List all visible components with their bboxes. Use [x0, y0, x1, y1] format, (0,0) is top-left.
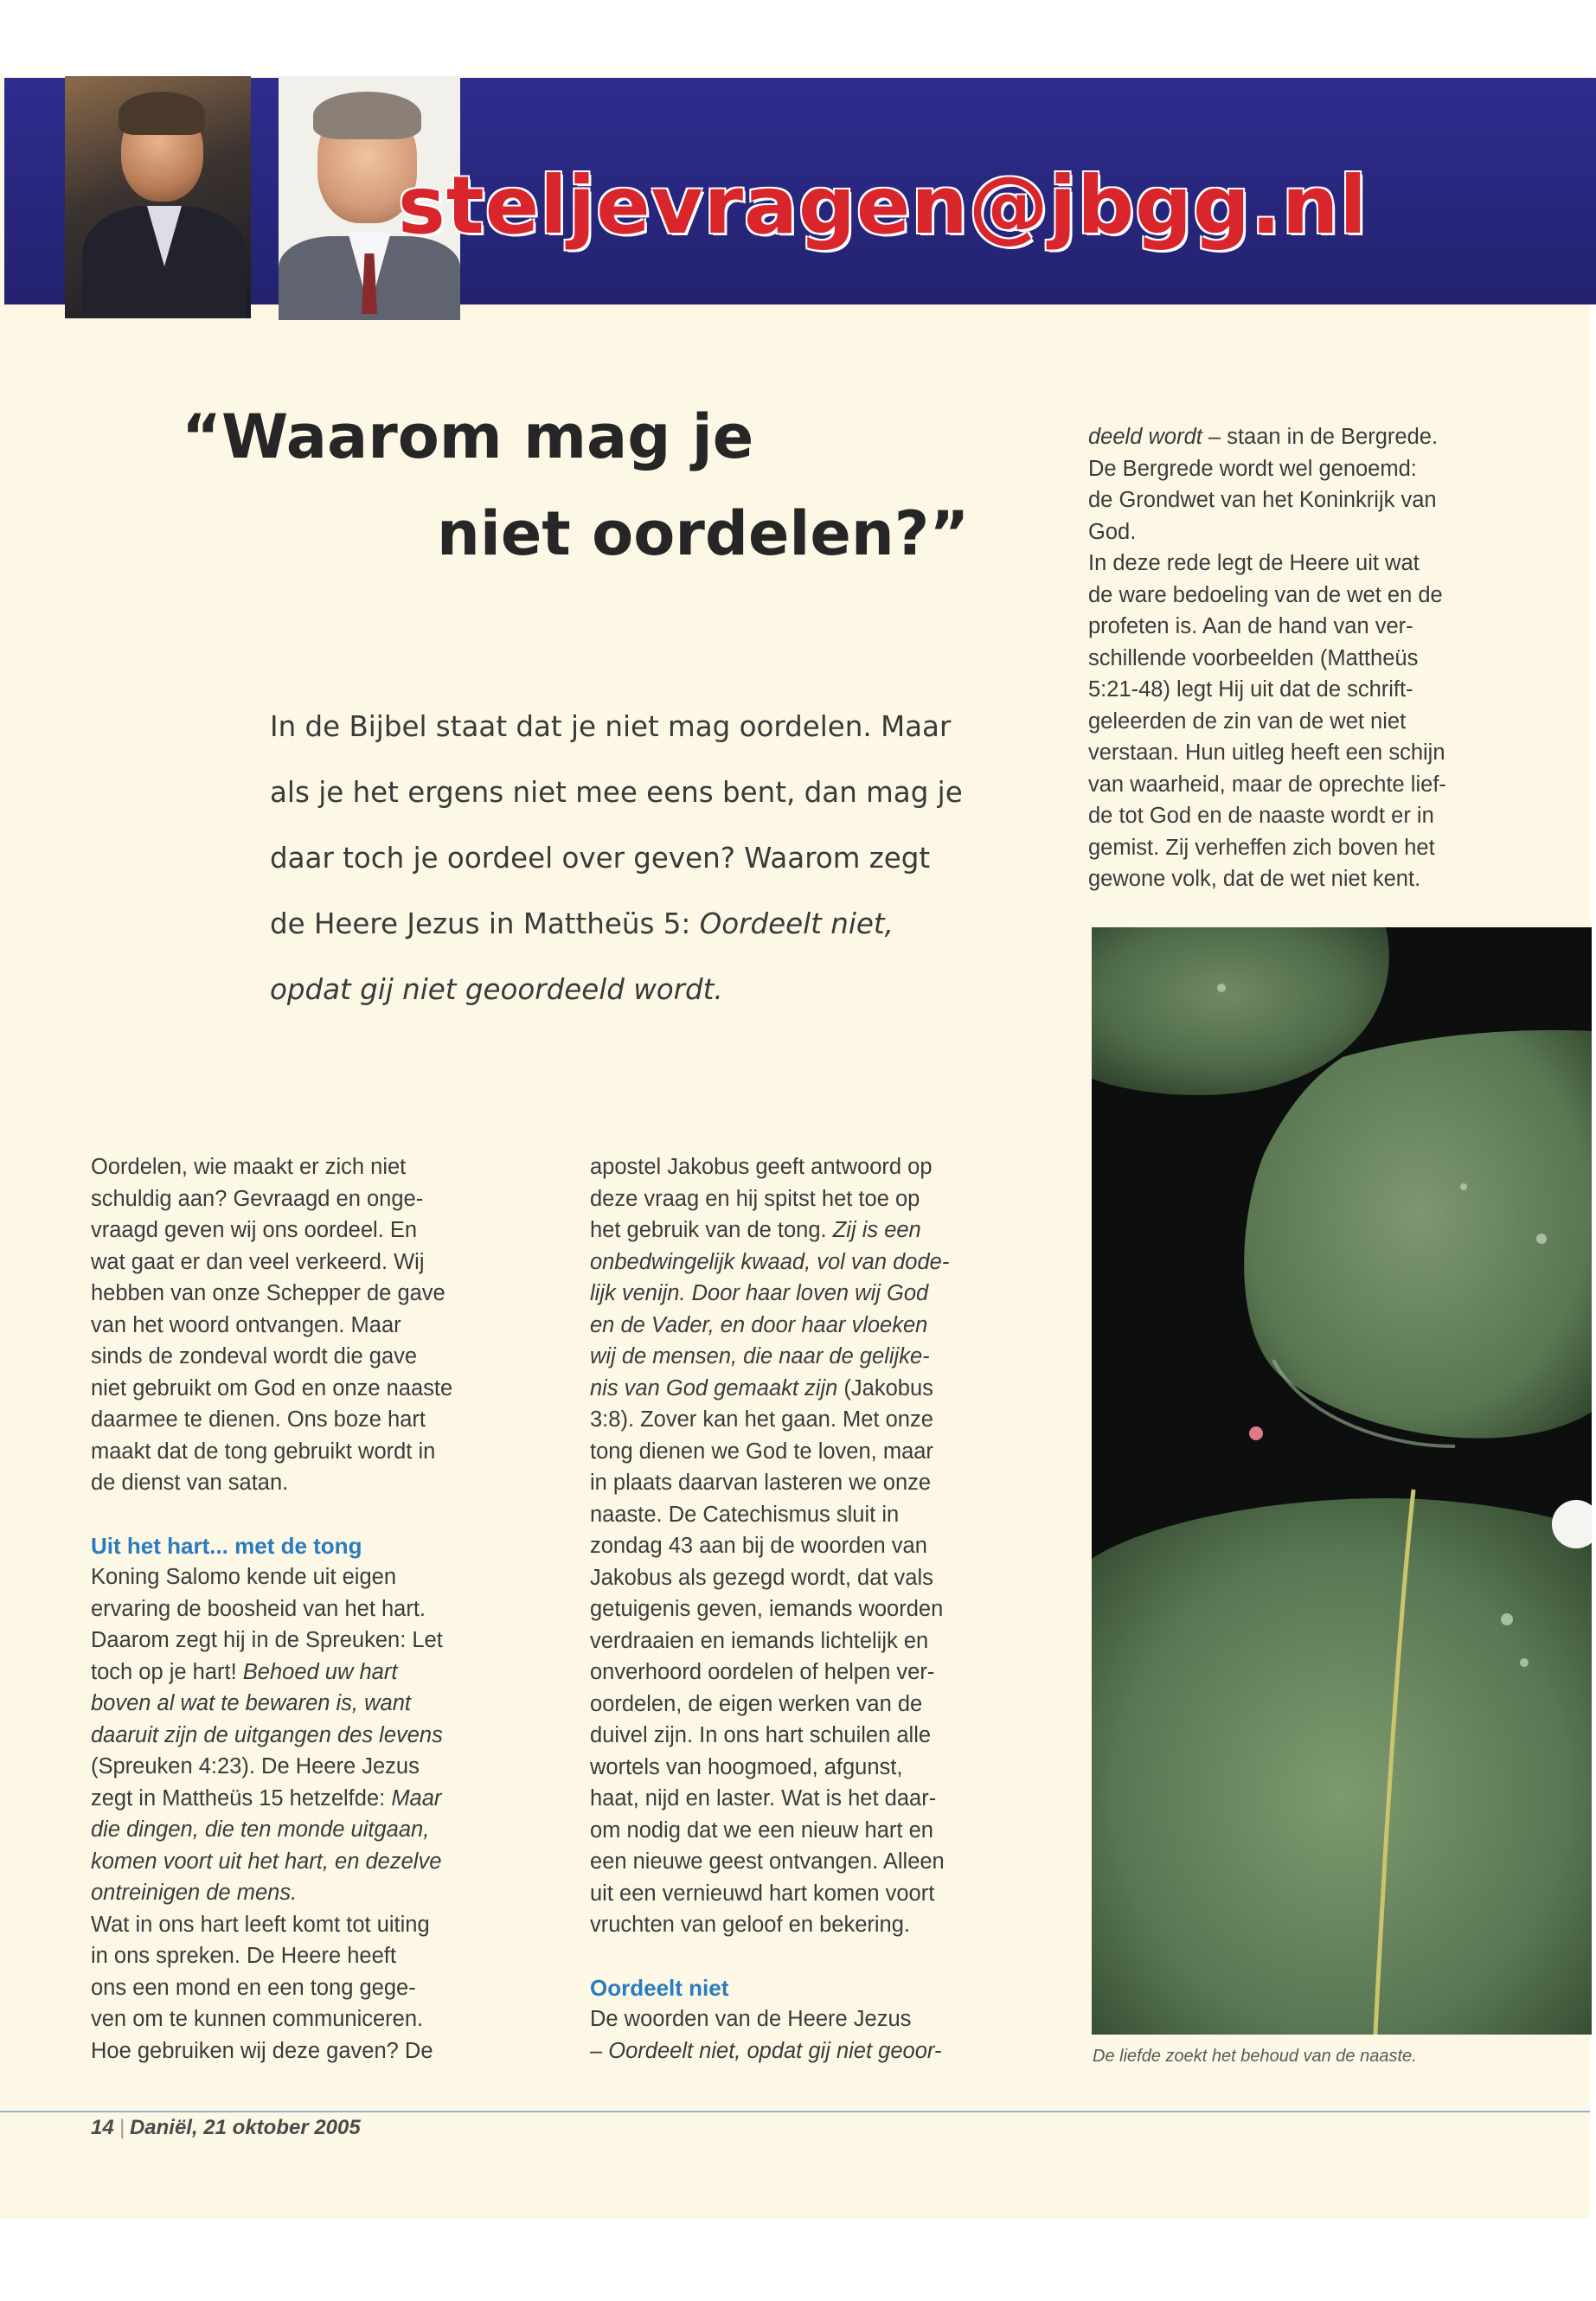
body-line: gemist. Zij verheffen zich boven het: [1088, 835, 1435, 860]
reader-question: [270, 694, 1031, 1022]
top-margin: [0, 0, 1596, 76]
body-text: –: [590, 2038, 609, 2063]
body-line: verdraaien en iemands lichtelijk en: [590, 1628, 929, 1653]
body-line: de Grondwet van het Koninkrijk van: [1088, 488, 1437, 512]
body-line: [590, 1373, 1048, 1405]
body-line: [91, 1657, 558, 1689]
body-line: schuldig aan? Gevraagd en onge-: [91, 1186, 424, 1211]
body-line: vruchten van geloof en bekering.: [590, 1913, 910, 1937]
bible-quote: Zij is een: [832, 1218, 921, 1242]
body-text: zegt in Mattheüs 15 hetzelfde:: [91, 1785, 392, 1811]
photo-hair: [119, 92, 205, 135]
body-line: [91, 1688, 558, 1720]
body-line: deze vraag en hij spitst het toe op: [590, 1186, 920, 1211]
question-line: [270, 957, 1031, 1022]
body-line: [590, 1278, 1048, 1310]
question-line: [270, 891, 1031, 957]
paragraph-gap: [590, 1941, 1048, 1972]
bible-quote: wij de mensen, die naar de gelijke-: [590, 1344, 930, 1368]
bible-quote: Maar: [391, 1785, 442, 1811]
body-line: [590, 1215, 1048, 1247]
bible-quote: lijk venijn. Door haar loven wij God: [590, 1281, 929, 1305]
body-line: 5:21-48) legt Hij uit dat de schrift-: [1088, 677, 1413, 702]
water-droplet: [1217, 984, 1226, 992]
body-line: [91, 1846, 558, 1878]
body-line: oordelen, de eigen werken van de: [590, 1691, 923, 1716]
water-droplet: [1460, 1183, 1467, 1190]
body-line: Koning Salomo kende uit eigen: [91, 1565, 397, 1589]
email-address-banner: steljevragen@jbgg.nl: [398, 159, 1368, 252]
question-quote: opdat gij niet geoordeeld wordt.: [270, 973, 723, 1006]
body-line: wat gaat er dan veel verkeerd. Wij: [91, 1249, 425, 1274]
body-line: naaste. De Catechismus sluit in: [590, 1502, 900, 1527]
body-line: [91, 1877, 558, 1909]
body-line: de tot God en de naaste wordt er in: [1088, 804, 1434, 828]
section-heading: Uit het hart... met de tong: [91, 1532, 362, 1559]
body-text: toch op je hart!: [91, 1659, 243, 1684]
question-line: als je het ergens niet mee eens bent, dan mag je: [270, 776, 963, 809]
water-droplet: [1536, 1234, 1547, 1244]
body-line: Jakobus als gezegd wordt, dat vals: [590, 1565, 933, 1590]
body-text: (Jakobus: [837, 1375, 933, 1400]
body-line: niet gebruikt om God en onze naaste: [91, 1375, 453, 1400]
body-line: om nodig dat we een nieuw hart en: [590, 1817, 933, 1843]
speaker-photo: [65, 76, 251, 318]
body-text: – staan in de Bergrede.: [1202, 425, 1439, 449]
flower-bud: [1249, 1426, 1263, 1440]
body-line: van het woord ontvangen. Maar: [91, 1312, 401, 1337]
body-line: in ons spreken. De Heere heeft: [91, 1944, 396, 1968]
bible-quote: Oordeelt niet, opdat gij niet geoor-: [608, 2038, 942, 2063]
body-line: onverhoord oordelen of helpen ver-: [590, 1660, 935, 1684]
body-line: de ware bedoeling van de wet en de: [1088, 582, 1443, 607]
body-line: verstaan. Hun uitleg heeft een schijn: [1088, 740, 1445, 765]
bottom-margin: [0, 2219, 1596, 2301]
body-line: [590, 1310, 1048, 1342]
body-line: tong dienen we God te loven, maar: [590, 1439, 933, 1464]
footer-rule: [0, 2111, 1590, 2112]
body-line: [590, 1341, 1048, 1373]
body-line: apostel Jakobus geeft antwoord op: [590, 1155, 933, 1179]
body-line: gewone volk, dat de wet niet kent.: [1088, 867, 1421, 891]
water-droplet: [1520, 1658, 1529, 1667]
article-column-3: [1088, 421, 1547, 895]
body-line: Oordelen, wie maakt er zich niet: [91, 1155, 407, 1179]
body-line: uit een vernieuwd hart komen voort: [590, 1881, 935, 1906]
body-line: ervaring de boosheid van het hart.: [91, 1596, 426, 1621]
body-line: Daarom zegt hij in de Spreuken: Let: [91, 1628, 443, 1652]
body-line: [1088, 421, 1547, 453]
article-column-1: [91, 1151, 558, 2067]
body-line: ven om te kunnen communiceren.: [91, 2007, 424, 2031]
footer-separator: |: [119, 2116, 125, 2139]
photo-caption: De liefde zoekt het behoud van de naaste.: [1093, 2047, 1417, 2066]
body-line: [590, 2035, 1048, 2067]
body-line: duivel zijn. In ons hart schuilen alle: [590, 1723, 932, 1747]
body-line: van waarheid, maar de oprechte lief-: [1088, 772, 1446, 797]
bible-quote: komen voort uit het hart, en dezelve: [91, 1849, 442, 1874]
body-line: Wat in ons hart leeft komt tot uiting: [91, 1912, 430, 1937]
body-line: [91, 1720, 558, 1752]
bible-quote: onbedwingelijk kwaad, vol van dode-: [590, 1249, 950, 1274]
page-number: 14: [91, 2116, 114, 2139]
body-line: [91, 1783, 558, 1815]
bible-quote: boven al wat te bewaren is, want: [91, 1691, 411, 1715]
body-line: haat, nijd en laster. Wat is het daar-: [590, 1786, 937, 1811]
body-line: In deze rede legt de Heere uit wat: [1088, 551, 1420, 575]
paragraph-gap: [91, 1499, 558, 1530]
body-line: (Spreuken 4:23). De Heere Jezus: [91, 1754, 420, 1779]
body-line: Hoe gebruiken wij deze gaven? De: [91, 2038, 433, 2063]
body-line: zondag 43 aan bij de woorden van: [590, 1534, 927, 1558]
bible-quote: deeld wordt: [1088, 425, 1202, 449]
page-footer: [91, 2116, 361, 2140]
lily-pad-bottom: [1092, 1498, 1592, 2035]
bible-quote: Behoed uw hart: [242, 1659, 398, 1684]
body-line: [91, 1814, 558, 1846]
body-line: in plaats daarvan lasteren we onze: [590, 1471, 932, 1495]
body-line: De woorden van de Heere Jezus: [590, 2007, 912, 2031]
bible-quote: daaruit zijn de uitgangen des levens: [91, 1722, 443, 1747]
body-line: 3:8). Zover kan het gaan. Met onze: [590, 1407, 933, 1432]
body-line: ons een mond en een tong gege-: [91, 1975, 416, 2000]
body-line: de dienst van satan.: [91, 1471, 289, 1495]
article-title-line-2: niet oordelen?”: [437, 498, 970, 569]
body-line: De Bergrede wordt wel genoemd:: [1088, 456, 1417, 481]
body-line: schillende voorbeelden (Mattheüs: [1088, 645, 1419, 670]
question-line: daar toch je oordeel over geven? Waarom zegt: [270, 842, 931, 875]
question-text: de Heere Jezus in Mattheüs 5:: [270, 907, 700, 940]
body-text: het gebruik van de tong.: [590, 1218, 833, 1242]
body-line: God.: [1088, 519, 1137, 544]
body-line: een nieuwe geest ontvangen. Alleen: [590, 1849, 945, 1874]
body-line: wortels van hoogmoed, afgunst,: [590, 1754, 903, 1779]
body-line: sinds de zondeval wordt die gave: [91, 1344, 418, 1368]
bible-quote: die dingen, die ten monde uitgaan,: [91, 1817, 430, 1842]
bible-quote: nis van God gemaakt zijn: [590, 1375, 838, 1400]
body-line: hebben van onze Schepper de gave: [91, 1281, 445, 1305]
question-line: In de Bijbel staat dat je niet mag oordelen. Maar: [270, 710, 952, 743]
body-line: [590, 1247, 1048, 1279]
publication-info: Daniël, 21 oktober 2005: [129, 2116, 361, 2139]
water-droplet: [1501, 1613, 1513, 1625]
body-line: geleerden de zin van de wet niet: [1088, 708, 1407, 734]
article-column-2: [590, 1151, 1048, 2067]
body-line: profeten is. Aan de hand van ver-: [1088, 614, 1413, 638]
bible-quote: ontreinigen de mens.: [91, 1881, 298, 1905]
body-line: daarmee te dienen. Ons boze hart: [91, 1407, 426, 1432]
photo-hair: [313, 92, 421, 139]
lily-pad-photo: [1092, 927, 1592, 2035]
article-title-line-1: “Waarom mag je: [182, 401, 754, 472]
section-heading: Oordeelt niet: [590, 1974, 729, 2001]
body-line: getuigenis geven, iemands woorden: [590, 1597, 944, 1621]
body-line: maakt dat de tong gebruikt wordt in: [91, 1439, 436, 1464]
body-line: vraagd geven wij ons oordeel. En: [91, 1218, 418, 1242]
question-quote: Oordeelt niet,: [699, 907, 894, 940]
bible-quote: en de Vader, en door haar vloeken: [590, 1312, 928, 1337]
